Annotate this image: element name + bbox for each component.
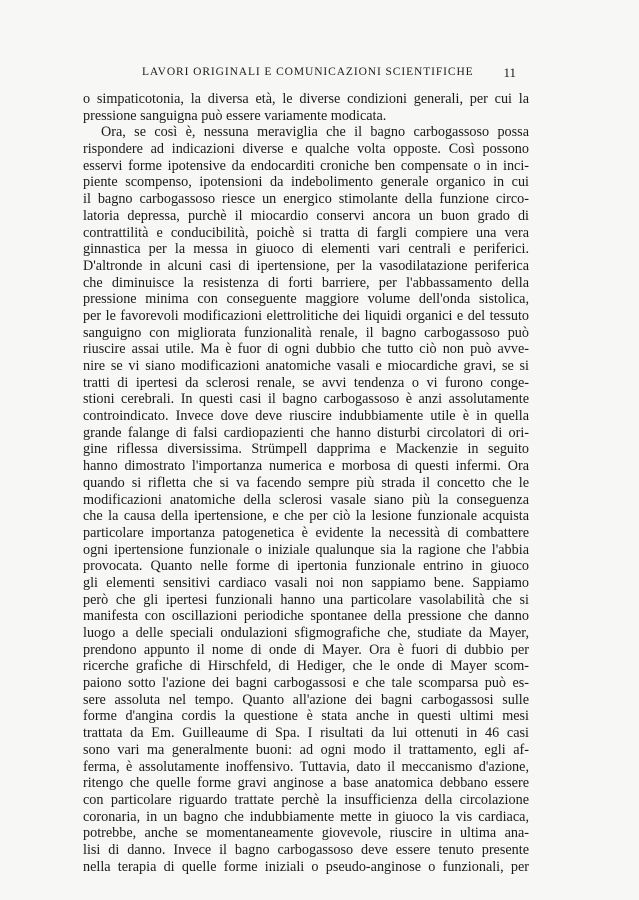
text-line: ginnastica per la messa in giuoco di elementi vari centrali e periferici. — [83, 241, 529, 258]
text-line: ferma, è assolutamente inoffensivo. Tuttavia, dato il meccanismo d'azione, — [83, 758, 529, 775]
text-line: latoria depressa, purchè il miocardio conservi ancora un buon grado di — [83, 207, 529, 224]
text-line: per le favorevoli modificazioni elettrolitiche dei liquidi organici e del tessuto — [83, 307, 529, 324]
text-line: gine riflessa diversissima. Strümpell dapprima e Mackenzie in seguito — [83, 441, 529, 458]
text-line: manifesta con oscillazioni periodiche spontanee della pressione che danno — [83, 608, 529, 625]
text-line: che diminuisce la resistenza di forti barriere, per l'abbassamento della — [83, 274, 529, 291]
text-line: coronaria, in un bagno che indubbiamente mette in giuoco la vis cardiaca, — [83, 808, 529, 825]
text-line: grande falange di falsi cardiopazienti che hanno disturbi circolatori di ori- — [83, 424, 529, 441]
text-line: sono vari ma generalmente buoni: ad ogni modo il trattamento, egli af- — [83, 741, 529, 758]
text-line: piente scompenso, ipotensioni da indebolimento generale organico in cui — [83, 174, 529, 191]
text-line: D'altronde in alcuni casi di ipertensione, per la vasodilatazione periferica — [83, 257, 529, 274]
text-line: rispondere ad indicazioni diverse e qualche volta opposte. Così possono — [83, 141, 529, 158]
running-title: LAVORI ORIGINALI E COMUNICAZIONI SCIENTIFICHE — [142, 66, 474, 78]
text-line: tratti di ipertesi da sclerosi renale, se avvi tendenza o vi furono conge- — [83, 374, 529, 391]
text-line: potrebbe, anche se momentaneamente giovevole, riuscire in ultima ana- — [83, 825, 529, 842]
text-line: gli elementi sensitivi cardiaco vasali noi non sappiamo bene. Sappiamo — [83, 574, 529, 591]
text-line: prendono appunto il nome di onde di Mayer. Ora è fuori di dubbio per — [83, 641, 529, 658]
text-line: quando si rifletta che si va facendo sempre più strada il concetto che le — [83, 474, 529, 491]
text-line: pressione minima con conseguente maggiore volume dell'onda sistolica, — [83, 291, 529, 308]
text-line: lisi di danno. Invece il bagno carbogassoso deve essere tenuto presente — [83, 841, 529, 858]
text-line: forme d'angina cordis la questione è stata anche in questi ultimi mesi — [83, 708, 529, 725]
text-line: esservi forme ipotensive da endocarditi croniche ben compensate o in inci- — [83, 157, 529, 174]
text-line: nella terapia di quelle forme iniziali o pseudo-anginose o funzionali, per — [83, 858, 529, 875]
text-line: stioni cerebrali. In questi casi il bagno carbogassoso è anzi assolutamente — [83, 391, 529, 408]
text-line: sanguigno con migliorata funzionalità renale, il bagno carbogassoso può — [83, 324, 529, 341]
text-line: però che gli ipertesi funzionali hanno una particolare vasolabilità che si — [83, 591, 529, 608]
text-line: trattata da Em. Guilleaume di Spa. I risultati da lui ottenuti in 46 casi — [83, 725, 529, 742]
text-line: sere assoluta nel tempo. Quanto all'azione dei bagni carbogassosi sulle — [83, 691, 529, 708]
text-line: nire se vi siano modificazioni anatomiche vasali e miocardiche gravi, se si — [83, 358, 529, 374]
text-line: modificazioni anatomiche della sclerosi vasale siano più la conseguenza — [83, 491, 529, 508]
text-line: provocata. Quanto nelle forme di ipertonia funzionale entrino in giuoco — [83, 558, 529, 575]
text-line: controindicato. Invece dove deve riuscire indubbiamente utile è in quella — [83, 408, 529, 425]
text-line: ogni ipertensione funzionale o iniziale qualunque sia la ragione che l'abbia — [83, 541, 529, 558]
text-line: paiono sotto l'azione dei bagni carbogassosi e che tale scomparsa può es- — [83, 675, 529, 692]
text-line: il bagno carbogassoso riesce un energico stimolante della funzione circo- — [83, 191, 529, 208]
text-line: contrattilità e conducibilità, poichè si tratta di fargli compiere una vera — [83, 224, 529, 241]
page-header — [82, 64, 516, 84]
text-line: Ora, se così è, nessuna meraviglia che il bagno carbogassoso possa — [101, 124, 529, 141]
text-line: ricerche grafiche di Hirschfeld, di Hediger, che le onde di Mayer scom- — [83, 658, 529, 675]
page-number: 11 — [503, 65, 516, 80]
text-line: che la causa della ipertensione, e che per ciò la lesione funzionale acquista — [83, 508, 529, 525]
text-line: ritengo che quelle forme gravi anginose a base anatomica debbano essere — [83, 775, 529, 792]
text-line: pressione sanguigna può essere variamente modicata. — [83, 107, 387, 124]
text-line: hanno dimostrato l'importanza numerica e morbosa di questi infermi. Ora — [83, 458, 529, 475]
body-text — [83, 91, 529, 875]
text-line: riuscire assai utile. Ma è fuor di ogni dubbio che tutto ciò non può avve- — [83, 341, 529, 358]
text-line: luogo a delle speciali ondulazioni sfigmografiche che, studiate da Mayer, — [83, 625, 529, 641]
text-line: o simpaticotonia, la diversa età, le diverse condizioni generali, per cui la — [83, 91, 529, 107]
text-line: con particolare riguardo trattate perchè la insufficienza della circolazione — [83, 791, 529, 808]
text-line: particolare importanza patogenetica è evidente la necessità di combattere — [83, 524, 529, 541]
